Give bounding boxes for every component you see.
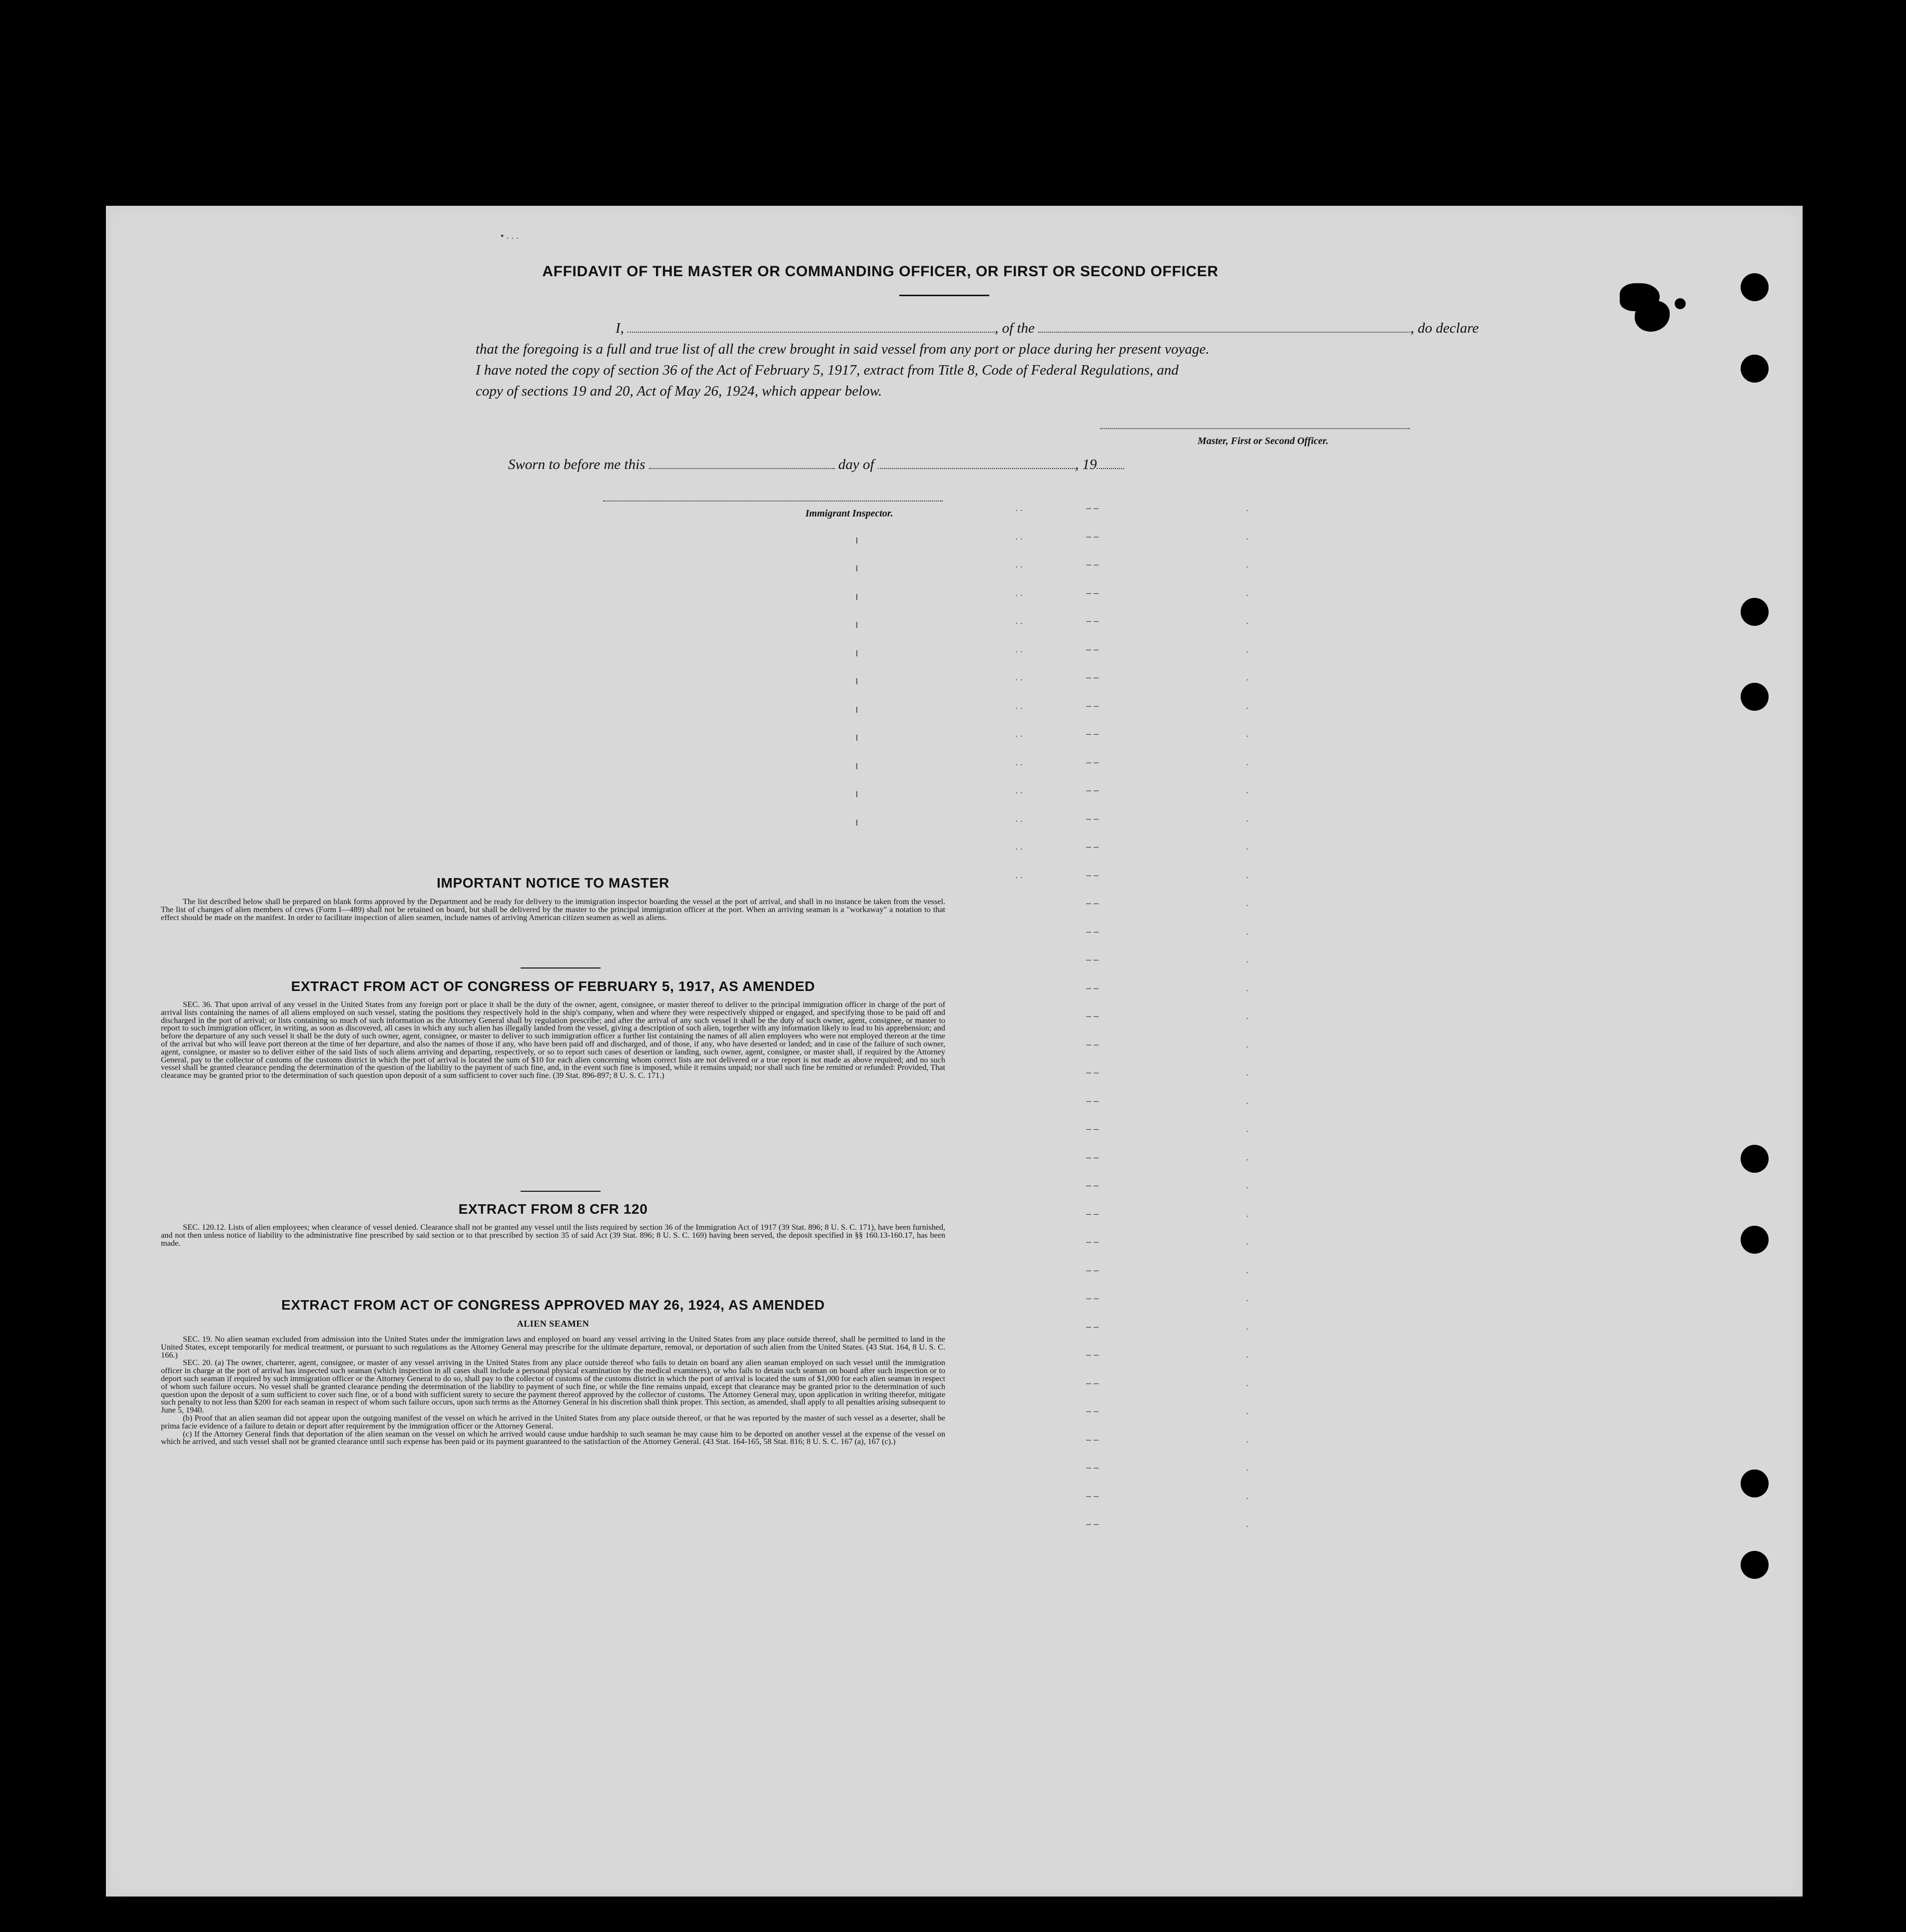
faint-mark: . — [1246, 503, 1249, 513]
sworn-line — [508, 454, 1307, 475]
faint-tick — [856, 537, 857, 543]
faint-mark: . — [1246, 700, 1249, 711]
extract-1924-sec20a: SEC. 20. (a) The owner, charterer, agent, consignee, or master of any vessel arriving in the United States from any place outside thereof who fails to detain on board any alien seaman employed on such vessel until the immigration officer in charge at the port of arrival has inspected such seaman (which inspection in all cases shall include a personal physical examination by the medical examiners), or who fails to detain such seaman on board after such inspection or to deport such seaman if required by such immigration officer or the Attorney General to do so, shall pay to the collector of customs of the customs district in which the port of arrival is located the sum of $1,000 for each alien seaman in respect of whom such failure occurs. No vessel shall be granted clearance pending the determination of the liability to payment of such fine, or while the fine remains unpaid, except that clearance may be granted prior to the determination of such question upon the deposit of a sum sufficient to cover such fine, or of a bond with sufficient surety to secure the payment thereof approved by the collector of customs. The Attorney General may, upon application in writing therefor, mitigate such penalty to not less than $200 for each seaman in respect of whom such failure occurs, upon such terms as the Attorney General in his discretion shall think proper. This section, as amended, shall apply to all penalties arising subsequent to June 5, 1940. — [161, 1358, 945, 1415]
faint-mark: . — [1246, 559, 1249, 569]
faint-mark: . . — [1015, 616, 1023, 626]
faint-mark: – – — [1086, 870, 1099, 880]
faint-mark: . — [1246, 1293, 1249, 1303]
faint-mark: . — [1246, 785, 1249, 795]
faint-mark: – – — [1086, 1265, 1099, 1275]
faint-mark: . — [1246, 1490, 1249, 1501]
faint-mark: . — [1246, 757, 1249, 767]
punch-hole — [1741, 598, 1769, 626]
section-divider — [521, 1191, 601, 1192]
declaration-line-2: that the foregoing is a full and true list of all the crew brought in said vessel from any port or place during her present voyage. — [476, 341, 1210, 357]
ink-blot — [1675, 298, 1686, 309]
faint-mark: – – — [1086, 785, 1099, 795]
faint-mark: . . — [1015, 672, 1023, 682]
faint-mark: . — [1246, 1180, 1249, 1190]
faint-mark: – – — [1086, 1095, 1099, 1106]
faint-mark: – – — [1086, 1406, 1099, 1416]
master-signature-caption: Master, First or Second Officer. — [1198, 436, 1328, 447]
faint-mark: . — [1246, 1406, 1249, 1416]
faint-mark: . — [1246, 813, 1249, 824]
inspector-signature-caption: Immigrant Inspector. — [805, 508, 893, 519]
faint-mark: . . — [1015, 700, 1023, 711]
faint-mark: . — [1246, 1350, 1249, 1360]
faint-mark: – – — [1086, 842, 1099, 852]
faint-mark: . — [1246, 1067, 1249, 1077]
faint-tick — [856, 678, 857, 684]
faint-tick — [856, 707, 857, 713]
faint-mark: . — [1246, 982, 1249, 993]
faint-mark: . — [1246, 1378, 1249, 1388]
punch-hole — [1741, 1145, 1769, 1173]
faint-mark: . — [1246, 955, 1249, 965]
faint-mark: . . — [1015, 757, 1023, 767]
faint-tick — [856, 763, 857, 769]
faint-mark: . — [1246, 729, 1249, 739]
faint-tick — [856, 735, 857, 741]
faint-mark: . — [1246, 1519, 1249, 1529]
sworn-month-blank[interactable] — [878, 456, 1075, 469]
faint-mark: – – — [1086, 1490, 1099, 1501]
faint-mark: – – — [1086, 1124, 1099, 1134]
faint-mark: . . — [1015, 813, 1023, 824]
punch-hole — [1741, 1226, 1769, 1254]
faint-mark: – – — [1086, 1350, 1099, 1360]
extract-1924-subtitle: ALIEN SEAMEN — [517, 1319, 590, 1329]
faint-tick — [856, 650, 857, 656]
faint-mark: . . — [1015, 503, 1023, 513]
faint-mark: . . — [1015, 729, 1023, 739]
extract-cfr-title: EXTRACT FROM 8 CFR 120 — [458, 1201, 648, 1217]
faint-tick — [856, 565, 857, 571]
faint-mark: – – — [1086, 559, 1099, 569]
faint-mark: . — [1246, 1039, 1249, 1049]
punch-hole — [1741, 273, 1769, 301]
faint-mark: . — [1246, 1124, 1249, 1134]
faint-mark: . — [1246, 672, 1249, 682]
punch-hole — [1741, 1469, 1769, 1497]
document-page — [106, 206, 1803, 1897]
faint-mark: – – — [1086, 813, 1099, 824]
punch-hole — [1741, 355, 1769, 383]
master-signature-line[interactable] — [1100, 428, 1410, 429]
extract-1924-sec20b: (b) Proof that an alien seaman did not appear upon the outgoing manifest of the vessel on which he arrived in the United States from any place outside thereof, or that he was reported by the master of such vessel as a deserter, shall be prima facie evidence of a failure to detain or deport after requirement by the immigration officer or the Attorney General. — [161, 1413, 945, 1431]
faint-tick — [856, 622, 857, 628]
faint-mark: . — [1246, 587, 1249, 598]
vessel-blank[interactable] — [1038, 320, 1410, 333]
faint-mark: – – — [1086, 757, 1099, 767]
faint-tick — [856, 791, 857, 797]
sworn-year-blank[interactable] — [1097, 456, 1124, 469]
faint-mark: . — [1246, 898, 1249, 908]
declaration-line-3: I have noted the copy of section 36 of the Act of February 5, 1917, extract from Title 8, Code of Federal Regulations, and — [476, 362, 1179, 378]
faint-mark: – – — [1086, 1293, 1099, 1303]
faint-mark: . . — [1015, 870, 1023, 880]
faint-tick — [856, 820, 857, 826]
sworn-day-of: day of — [838, 457, 874, 473]
notice-title: IMPORTANT NOTICE TO MASTER — [437, 875, 669, 891]
extract-1924-sec20c: (c) If the Attorney General finds that deportation of the alien seaman on the vessel on which he arrived would cause undue hardship to such seaman he may cause him to be deported on another vessel at the expense of the vessel on which he arrived, and such vessel shall not be granted clearance until such expense has been paid or its payment guaranteed to the satisfaction of the Attorney General. (43 Stat. 164-165, 58 Stat. 816; 8 U. S. C. 167 (a), 167 (c).) — [161, 1429, 945, 1447]
faint-mark: – – — [1086, 1011, 1099, 1021]
extract-cfr-paragraph: SEC. 120.12. Lists of alien employees; when clearance of vessel denied. Clearance shall not be granted any vessel until the lists required by section 36 of the Immigration Act of 1917 (39 Stat. 896; 8 U. S. C. 171), have been furnished, and not then unless notice of liability to the administrative fine prescribed by said section or to that prescribed by section 35 of said Act (39 Stat. 896; 8 U. S. C. 169) having been served, the deposit specified in §§ 160.13-160.17, has been made. — [161, 1223, 945, 1248]
sworn-year-prefix: , 19 — [1075, 457, 1097, 473]
extract-cfr-text — [161, 1224, 945, 1247]
sworn-text: Sworn to before me this — [508, 457, 645, 473]
extract-1917-title: EXTRACT FROM ACT OF CONGRESS OF FEBRUARY 5, 1917, AS AMENDED — [291, 978, 815, 994]
faint-mark: . — [1246, 1011, 1249, 1021]
stray-mark: • . . . — [501, 231, 519, 241]
faint-mark: . — [1246, 926, 1249, 937]
faint-mark: – – — [1086, 1067, 1099, 1077]
faint-mark: – – — [1086, 644, 1099, 654]
faint-mark: – – — [1086, 1208, 1099, 1219]
faint-mark: . — [1246, 842, 1249, 852]
faint-mark: – – — [1086, 1321, 1099, 1332]
faint-mark: . . — [1015, 842, 1023, 852]
faint-mark: . — [1246, 1434, 1249, 1445]
notice-text — [161, 898, 945, 922]
notice-paragraph: The list described below shall be prepared on blank forms approved by the Department and be ready for delivery to the immigration inspector boarding the vessel at the port of arrival, and shall in no instance be taken from the vessel. The list of changes of alien members of crews (Form I—489) shall not be retained on board, but shall be delivered by the master to the principal immigration officer at the port. When an arriving seaman is a "workaway" a notation to that effect should be made on the manifest. In order to facilitate inspection of alien seamen, include names of arriving American citizen seamen as well as aliens. — [161, 897, 945, 922]
faint-tick — [856, 594, 857, 600]
faint-mark: – – — [1086, 700, 1099, 711]
faint-mark: – – — [1086, 503, 1099, 513]
faint-mark: – – — [1086, 1462, 1099, 1472]
faint-mark: . — [1246, 870, 1249, 880]
punch-hole — [1741, 683, 1769, 711]
faint-mark: – – — [1086, 1039, 1099, 1049]
faint-mark: . — [1246, 1237, 1249, 1247]
faint-mark: . . — [1015, 644, 1023, 654]
extract-1924-text — [161, 1336, 945, 1446]
inspector-signature-line[interactable] — [603, 500, 943, 501]
faint-mark: – – — [1086, 1378, 1099, 1388]
declaration-line-1 — [476, 318, 1479, 339]
faint-mark: . . — [1015, 531, 1023, 541]
declaration-line-4: copy of sections 19 and 20, Act of May 26, 1924, which appear below. — [476, 383, 882, 399]
faint-mark: – – — [1086, 531, 1099, 541]
declaration-i: I, — [616, 320, 624, 336]
faint-mark: . — [1246, 531, 1249, 541]
punch-hole — [1741, 1551, 1769, 1579]
faint-mark: – – — [1086, 1434, 1099, 1445]
faint-mark: . — [1246, 1462, 1249, 1472]
faint-mark: . — [1246, 1095, 1249, 1106]
faint-mark: . . — [1015, 785, 1023, 795]
faint-mark: . — [1246, 1208, 1249, 1219]
faint-mark: – – — [1086, 898, 1099, 908]
name-blank[interactable] — [628, 320, 995, 333]
declaration-do-declare: , do declare — [1410, 320, 1479, 336]
extract-1924-sec19: SEC. 19. No alien seaman excluded from admission into the United States under the immigration laws and employed on board any vessel arriving in the United States from any place outside thereof, shall be permitted to land in the United States, except temporarily for medical treatment, or pursuant to such regulations as the Attorney General may prescribe for the ultimate departure, removal, or deportation of such alien from the United States. (43 Stat. 164, 8 U. S. C. 166.) — [161, 1335, 945, 1360]
extract-1924-title: EXTRACT FROM ACT OF CONGRESS APPROVED MAY 26, 1924, AS AMENDED — [281, 1297, 825, 1313]
sworn-day-blank[interactable] — [649, 456, 835, 469]
faint-mark: – – — [1086, 1519, 1099, 1529]
section-divider — [521, 967, 601, 968]
faint-mark: – – — [1086, 982, 1099, 993]
faint-mark: – – — [1086, 1237, 1099, 1247]
faint-mark: . — [1246, 1321, 1249, 1332]
title-underline — [899, 295, 989, 296]
faint-mark: – – — [1086, 587, 1099, 598]
faint-mark: – – — [1086, 672, 1099, 682]
faint-mark: . . — [1015, 587, 1023, 598]
faint-mark: – – — [1086, 1180, 1099, 1190]
faint-mark: – – — [1086, 1152, 1099, 1162]
ink-blot — [1635, 301, 1670, 332]
faint-mark: . — [1246, 616, 1249, 626]
faint-mark: . . — [1015, 559, 1023, 569]
faint-mark: . — [1246, 1152, 1249, 1162]
declaration-of-the: , of the — [995, 320, 1035, 336]
faint-mark: – – — [1086, 616, 1099, 626]
faint-mark: . — [1246, 1265, 1249, 1275]
extract-1917-paragraph: SEC. 36. That upon arrival of any vessel in the United States from any foreign port or place it shall be the duty of the owner, agent, consignee, or master thereof to deliver to the principal immigration officer in charge of the port of arrival lists containing the names of all aliens employed on such vessel, stating the positions they respectively hold in the ship's company, when and where they were respectively shipped or engaged, and specifying those to be paid off and discharged in the port of arrival; or lists containing so much of such information as the Attorney General shall by regulation prescribe; and after the arrival of any such vessel it shall be the duty of such owner, agent, consignee, or master to report to such immigration officer, in writing, as soon as discovered, all cases in which any such alien has illegally landed from the vessel, giving a description of such alien, together with any information likely to lead to his apprehension; and before the departure of any such vessel it shall be the duty of such owner, agent, consignee, or master to deliver to such immigration officer a further list containing the names of all alien employees who were not employed thereon at the time of the arrival but who will leave port thereon at the time of her departure, and also the names of those if any, who have been paid off and discharged, and of those, if any, who have deserted or landed; and in case of the failure of such owner, agent, consignee, or master so to deliver either of the said lists of such aliens arriving and departing, respectively, or so to report such cases of desertion or landing, such owner, agent, consignee, or master shall, if required by the Attorney General, pay to the collector of customs of the customs district in which the port of arrival is located the sum of $10 for each alien concerning whom correct lists are not delivered or a true report is not made as above required; and no such vessel shall be granted clearance pending the determination of the question of the liability to the payment of such fine, and, in the event such fine is imposed, while it remains unpaid; nor shall such fine be remitted or refunded: Provided, That clearance may be granted prior to the determination of such question upon deposit of a sum sufficient to cover such fine. (39 Stat. 896-897; 8 U. S. C. 171.) — [161, 1000, 945, 1080]
faint-mark: . — [1246, 644, 1249, 654]
faint-mark: – – — [1086, 729, 1099, 739]
affidavit-title: AFFIDAVIT OF THE MASTER OR COMMANDING OFFICER, OR FIRST OR SECOND OFFICER — [542, 263, 1219, 280]
faint-mark: – – — [1086, 955, 1099, 965]
extract-1917-text — [161, 1001, 945, 1080]
faint-mark: – – — [1086, 926, 1099, 937]
